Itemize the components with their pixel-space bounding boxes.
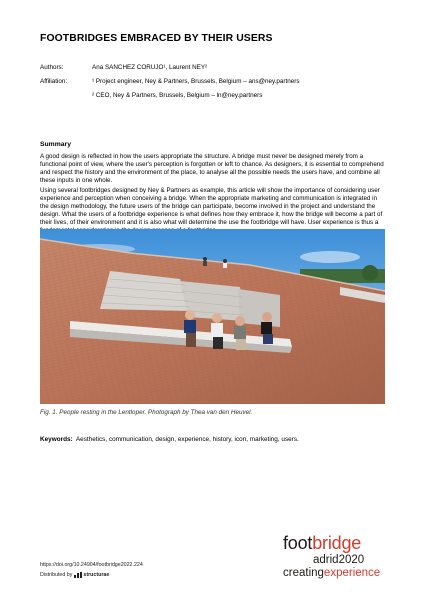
summary-paragraph-1: A good design is reflected in how the users appropriate the structure. A bridge must never be designed merely from a functional point of view, where the user's perception is forgotten or left to chance. As designers, it is essential to comprehend and respect the history and the environment of the place, to analyse all the possible needs the users have, and combine all these inputs in one whole. <box>40 153 384 185</box>
footbridge-madrid-logo <box>283 533 393 583</box>
logo-tag-creating: creating <box>283 567 324 579</box>
keywords-line <box>40 436 299 443</box>
keywords-value: Aesthetics, communication, design, experience, history, icon, marketing, users. <box>75 436 299 443</box>
authors-value: Ana SANCHEZ CORUJO¹, Laurent NEY² <box>92 64 208 71</box>
distributed-label: Distributed by <box>40 572 73 578</box>
figure-caption: Fig. 1. People resting in the Lentloper. Photograph by Thea van den Heuvel. <box>40 409 253 416</box>
summary-paragraph-2: Using several footbridges designed by Ney & Partners as example, this article will show the importance of considering user experience and perception when conceiving a bridge. When the appropriate marketing and communication is integrated in the design methodology, the future users of the bridge can participate, become involved in the project and understand the design. What the users of a footbridge experience is what defines how they embrace it, how the bridge will become a part of their lives, of their environment and it is also what will determine the use the footbridge will have. User experience is thus a <box>40 187 383 227</box>
paper-title: FOOTBRIDGES EMBRACED BY THEIR USERS <box>40 33 273 44</box>
summary-heading: Summary <box>40 141 71 148</box>
structurae-logo <box>74 572 109 578</box>
distributed-by <box>40 572 109 578</box>
structurae-icon <box>74 572 82 578</box>
keywords-label: Keywords: <box>40 436 73 443</box>
logo-part-bridge: bridge <box>312 533 362 553</box>
figure-photo <box>40 229 385 404</box>
affiliation-2: ² CEO, Ney & Partners, Brussels, Belgium – ln@ney.partners <box>92 92 263 99</box>
structurae-name: structurae <box>83 572 110 578</box>
logo-wordmark <box>283 533 361 554</box>
logo-tag-experience: experience <box>323 567 381 579</box>
logo-part-foot: foot <box>283 533 313 553</box>
logo-tagline <box>283 567 380 579</box>
affiliation-1: ¹ Project engineer, Ney & Partners, Brussels, Belgium – ans@ney.partners <box>92 78 300 85</box>
doi-link[interactable]: https://doi.org/10.24904/footbridge2022.224 <box>40 562 143 568</box>
authors-label: Authors: <box>40 64 64 71</box>
lentloper-photo <box>40 229 385 404</box>
affiliation-label: Affiliation: <box>40 78 68 85</box>
logo-city: adrid2020 <box>313 554 365 566</box>
